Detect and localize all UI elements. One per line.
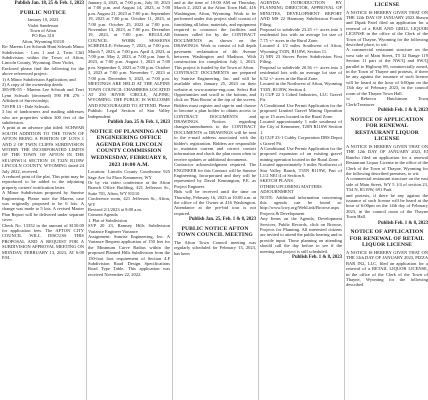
notice-paragraph: A Minor Subdivision proposed by Sunrise Engineering. Please note the Marens case was originally proposed to be 6 lots. A change was made to 5 lots. A revised Master Plan Report will be delivered under separate cover. bbox=[2, 190, 84, 223]
notice-paragraph: 385-PR-55 - Marens Lee Schwab and Terri Lynn Schwab (deceased) 590 PR 276 - Affidavit of Survivorship; bbox=[2, 87, 84, 104]
publish-line: Publish Feb. 1 & 8, 2023 bbox=[378, 107, 428, 113]
notice-address-line: PO Box 310 bbox=[31, 33, 55, 39]
notice-paragraph: A Conditional Use Permit Application for the proposed expansion of an existing gravel mining operation located in the Rural Zone. bbox=[260, 145, 342, 162]
notice-paragraph: and protests, if there be any against the issuance of such license will be heard at the hour of 6:00pm on the 14th day of February 2023, in the council room of the Thayne Town Hall. bbox=[346, 192, 428, 220]
notice-paragraph: ADJOURNMENT bbox=[260, 189, 294, 195]
notice-paragraph: NOTE: Additional information concerning this agenda can be found at: http://www.lcwy.org/WebLink/Browse.aspx Projects & Development bbox=[260, 194, 342, 216]
notice-address-line: Violet Sanderson bbox=[27, 22, 59, 28]
notice-paragraph: A commercial restaurant structure on the west side of Main Street, T5 32 Range 119 Section 11 part of the NW/Q and SW/Q parallel to Highway 89, commercially zoned, in the Town of Thayne and protests, if there be any against the issuance of such license will be heard at the hour of 6:00pm on the 13th day of February 2023, in the council room of the Thayne Town Hall. bbox=[346, 47, 428, 96]
notice-paragraph: SKETCH PLANS bbox=[260, 178, 293, 184]
notice-paragraph: Location: Lincoln County Courthouse 925 Sage Ave 1st Floor Kemmerer, WY bbox=[88, 169, 170, 180]
notice-paragraph: Or by via video conference at the Afton Branch Office Building, 421 Jefferson St., Suite 701, Afton, WY 83110 bbox=[88, 179, 170, 196]
notice-paragraph: 2) MN 23 Stoves Porter Subdivision First Filing. bbox=[260, 54, 342, 65]
notice-paragraph: 1) A Minor Subdivision Application; and bbox=[2, 76, 76, 82]
notice-paragraph: 3) CUP 22 3 Cobed Industries, LLC Gravel Pit. bbox=[260, 91, 342, 103]
notice-paragraph: Conference room, 421 Jefferson St., Afton, WY bbox=[88, 196, 170, 207]
notice-heading: LICENSE bbox=[374, 2, 400, 8]
notice-paragraph: Proposal to subdivide 23.25 +/- acres into 3 residential lots with an average lot size of 7.75 +/- acres in the Rural Zone. bbox=[260, 27, 342, 43]
notice-paragraph: A commercial restaurant structure on the east side of Main Street, WY 5 1/4 of section 23, T34 N, R119W, 691 Park bbox=[346, 176, 428, 193]
notice-paragraph: Located in the Northwest of Afton, Wyoming T33N, R118W, Section 4. bbox=[260, 81, 342, 92]
column-divider bbox=[172, 0, 173, 400]
notice-paragraph: Assignment: Sunrise Engineering, Inc. A Variance Request application of 150 feet for the Minimum Curve Radius within the proposed Planned Hills Subdivision from the 150-foot foot requirement of Section 4.F Subdivision Road Design Specifications Road Type Table. This application was received November 22, 2022. bbox=[88, 233, 170, 277]
column-5 bbox=[346, 0, 428, 400]
column-3 bbox=[174, 0, 256, 400]
notice-heading: NOTICE OF PLANNING AND ENGINEERING OFFICE AGENDA FOR LINCOLN COUNTY COMMISSION WEDNESDAY, FEBRUARY 8, 2023 10:00 A.M. bbox=[90, 128, 168, 168]
notice-paragraph: AGENDA: INTRODUCTION BY PLANNING DIRECTOR, APPROVAL OF MINUTES, DEVELOPMENT REPORT AND MS 22 Harmony Subdivision Fourth Filing. bbox=[260, 0, 342, 27]
notice-paragraph: 2) A copy of the ownership deeds: bbox=[2, 82, 64, 88]
notice-paragraph: A NOTICE IS HEREBY GIVEN THAT ON THE 12th DAY OF JANUARY 2023 Shawn and Dipak Patel filed an application for a renewal of a BAR AND GRILL LIQUOR LICENSE in the office of the Clerk of the Town of Thayne, Wyoming for the following described place, to wit: bbox=[346, 9, 428, 48]
notice-heading: NOTICE OF APPLICATION FOR RENEWAL OF RETAIL LIQUOR LICENSE bbox=[349, 229, 425, 249]
notice-paragraph: Enclosed please find the following for the above referenced project: bbox=[2, 65, 84, 77]
notice-paragraph: A reduced print of the plat. This print may be reproduced to be added to the adjoining property owners' notification letter. bbox=[2, 173, 84, 190]
notice-paragraph: The Afton Town Council meeting was regularly scheduled for February 13, 2023, has been bbox=[174, 240, 256, 256]
notice-paragraph: Located approximately 3 miles Northwest of Star Valley Ranch, T35N R119W, Part of L1/2 NE1/4 of Section 6. bbox=[260, 162, 342, 178]
notice-paragraph: January 4, 2023, at 7:00 p.m., July 10, 2023 at 7:00 p.m. and August 14, 2023, at 7:00 p.m. August 21, 2023 at 7:00 p.m. September 19, 2023 at 7:00 p.m. October 11, 2023, at 7:00 p.m. October 25, 2023 at 7:00 p.m. November 13, 2023, at 7:00 p.m. December 19, 2023, at 7:00 p.m. REGULAR COUNCIL WORK SESSIONS SCHEDULE: February 7, 2023, at 7:00 p.m. March 7, 2023, at 7:00 p.m. April 4, 2023, at 7:00 p.m. May 2, 2023, at 7:00 p.m. June 6, 2023, at 7:00 p.m. August 1, 2023 at 7:00 p.m. September 5, 2023 at 7:00 p.m. October 3, 2023 at 7:00 p.m. November 7, 2023 at 7:00 p.m. December 5, 2023, at 7:00 p.m. MEETINGS ARE HELD AT THE ALPINE TOWN COUNCIL CHAMBERS LOCATED AT 250 RIVER CIRCLE, ALPINE, WYOMING. THE PUBLIC IS WELCOME AND ENCOURAGED TO ATTEND. Please Publish: Legal Section of Star Valley Independent. bbox=[88, 0, 170, 119]
notice-heading: PUBLIC NOTICE AFTON TOWN COUNCIL MEETING bbox=[177, 225, 253, 239]
publish-line: Publish Jan. 25 & Feb. 1, 2023 bbox=[107, 119, 170, 125]
publish-line: Publish Jan. 25, Feb. 1 & 8, 2023 bbox=[188, 217, 256, 223]
notice-paragraph: 1. Plat of Subdivision bbox=[88, 217, 128, 223]
notice-paragraph: Located 4 1/2 miles Southwest of Afton, Wyoming T33N, R118W, Section 11. bbox=[260, 43, 342, 54]
notice-paragraph: 3 list of landowners and mailing addresses who are properties within 300 feet of the subdivision. bbox=[2, 109, 84, 125]
notice-paragraph: CONTRACT DOCUMENTS are prepared by Sunrise Engineering, Inc. and will be available after January 25, 2023 on their website at www.sunrise-eng.com. Select Bid Opportunities and scroll to the bottom, and click on 'Plan Room' at the top of the screen. Bidders must register and sign-in and choose to become a plan holder to obtain access to CONTRACT DOCUMENTS and DRAWINGS. Notices regarding changes/amendments to the CONTRACT DOCUMENTS or DRAWINGS will be sent to the e-mail address associated with the bidder's registration. Bidders are responsible to maintain current and correct contact information and check the plan room often to receive updates or additional documents. bbox=[174, 70, 256, 162]
column-divider bbox=[258, 0, 259, 400]
notice-paragraph: Check No. 13352 in the amount of $150.00 for application fees. The AFTON CITY COUNCIL WILL DISCUSS THIS PROPOSAL AND A REQUEST FOR A SUBDIVISION APPROVAL MEETING ON MONDAY, FEBRUARY 13, 2023, AT 6:00 P.M. bbox=[2, 222, 84, 261]
notice-paragraph: Consent Agenda bbox=[88, 212, 118, 218]
notice-paragraph: /s/ Rebecca Hutchinson Town Clerk/Treasurer bbox=[346, 96, 428, 107]
publish-line: Publish Feb. 1 & 8, 2023 bbox=[292, 255, 342, 261]
notice-paragraph: A NOTICE IS HEREBY GIVEN THAT ON THE 12th DAY OF JANUARY 2023, El Rancho filed an application for a renewal Restaurant Liquor License in the office of the Clerk of the Town of Thayne, Wyoming for the following described premises, to wit: bbox=[346, 143, 428, 176]
column-1 bbox=[2, 0, 84, 400]
notice-address-line: January 10, 2023 bbox=[27, 17, 59, 23]
notice-paragraph: A NOTICE IS HEREBY GIVEN THAT ON THE 12th DAY OF JANUARY 2023, PIZZA BAR IN2, LLC, filed an application for a renewal of a RETAIL LIQUOR LICENSE, in the office of the Clerk of the Town of Thayne, Wyoming for the following described bbox=[346, 249, 428, 288]
notice-paragraph: Any Items on the Agenda, Development Services, Public Records, click on Browse, Projects for Planning. All interested citizens are invited to attend the public hearing and to provide input. Those planning on attending should call the day before to see if the meeting and project is still scheduled. bbox=[260, 216, 342, 254]
column-divider bbox=[344, 0, 345, 400]
publish-line: Publish Jan. 18, 25 & Feb. 1, 2023 bbox=[14, 1, 84, 6]
notice-paragraph: OTHER UPCOMING MATTERS bbox=[260, 183, 322, 189]
notice-paragraph: and at the time of 10:00 AM on Thursday, March 2, 2023 at the Afton Town Hall, 416 Washington, Afton, Wyoming. Work to be performed under this project shall consist of furnishing all labor, materials, and equipment required to construct the facilities and features called for by the CONTRACT DOCUMENTS as shown on the DRAWINGS. Work to consist of full depth pavement reclamation of 4th Avenue between Washington and Madison. With construction for completion July 1, 2023. This project is funded by the Town of Afton. bbox=[174, 0, 256, 70]
publish-line: Publish Feb. 1 & 8, 2023 bbox=[378, 220, 428, 226]
notice-paragraph: Proposal to subdivide 20.56 +/- acres into 3 residential lots with an average lot size of 6.52 +/- acres in the Rural Zone. bbox=[260, 64, 342, 81]
column-divider bbox=[86, 0, 87, 400]
column-2 bbox=[88, 0, 170, 400]
notice-paragraph: Contractor acknowledgment required. The ENGINEER for this Contract will be Sunrise Engineering, Incorporated and they will be represented by David Kennington, P.E. as Project Engineer. bbox=[174, 162, 256, 189]
notice-paragraph: 4) CUP 23-1 Cubby Corporation DBS Depot s Gravel Pit. bbox=[260, 135, 342, 146]
notice-paragraph: SVP 20 23, Ramsey Hills Subdivision Variance Engineer Variance bbox=[88, 223, 170, 234]
notice-paragraph: A Conditional Use Permit Application for the proposed Limited Gravel Mining Operation up to 15 acres located in the Rural Zone. bbox=[260, 102, 342, 119]
notice-paragraph: Bids will be received until the time on Thursday, February 16, 2023 at 10:00 a.m. at the office of the Owner at 416 Washington. Attendance at the pre-bid tour is not required. bbox=[174, 189, 256, 216]
notice-paragraph: Revised 2/1/2023 at 9:00 a.m. bbox=[88, 206, 142, 212]
notice-paragraph: Located approximately 1 mile southeast of the City of Kemmerer, T20N R116W Section 1. bbox=[260, 118, 342, 135]
notice-paragraph: A print at an advance plat titled: SCHWAB SOUTH ADDITION TO THE TOWN OF AFTON BEING A PORTION OF LOTS 1 AND 2 OF TWIN CLIFFS SUBDIVISION WITHIN THE INCORPORATED LIMITS OF THE TOWN OF AFTON IN THE SE1/4NW1/4 SECTION 18 T32N R118W LINCOLN COUNTY, WYOMING dated 24 July 2022, received. bbox=[2, 125, 84, 174]
column-4 bbox=[260, 0, 342, 400]
notice-heading: NOTICE OF APPLICATION FOR RENEWAL RESTAURANT LIQUOR LICENSE bbox=[350, 116, 424, 143]
notice-paragraph: Re: Marens Lee Schwab Hunt Schwab Minor Subdivision - Lots 1 and 2, Twin Cliff Subdivision within the Town of Afton, Lincoln County, Wyoming. Dear Violet, bbox=[2, 44, 84, 66]
notice-address-line: Town of Afton bbox=[29, 28, 57, 33]
notice-paragraph: 729 PR 13 - Dale Schwab. bbox=[2, 103, 50, 109]
notice-heading: PUBLIC NOTICE bbox=[20, 9, 66, 16]
notice-address-line: Afton, Wyoming 83110 bbox=[21, 38, 65, 44]
